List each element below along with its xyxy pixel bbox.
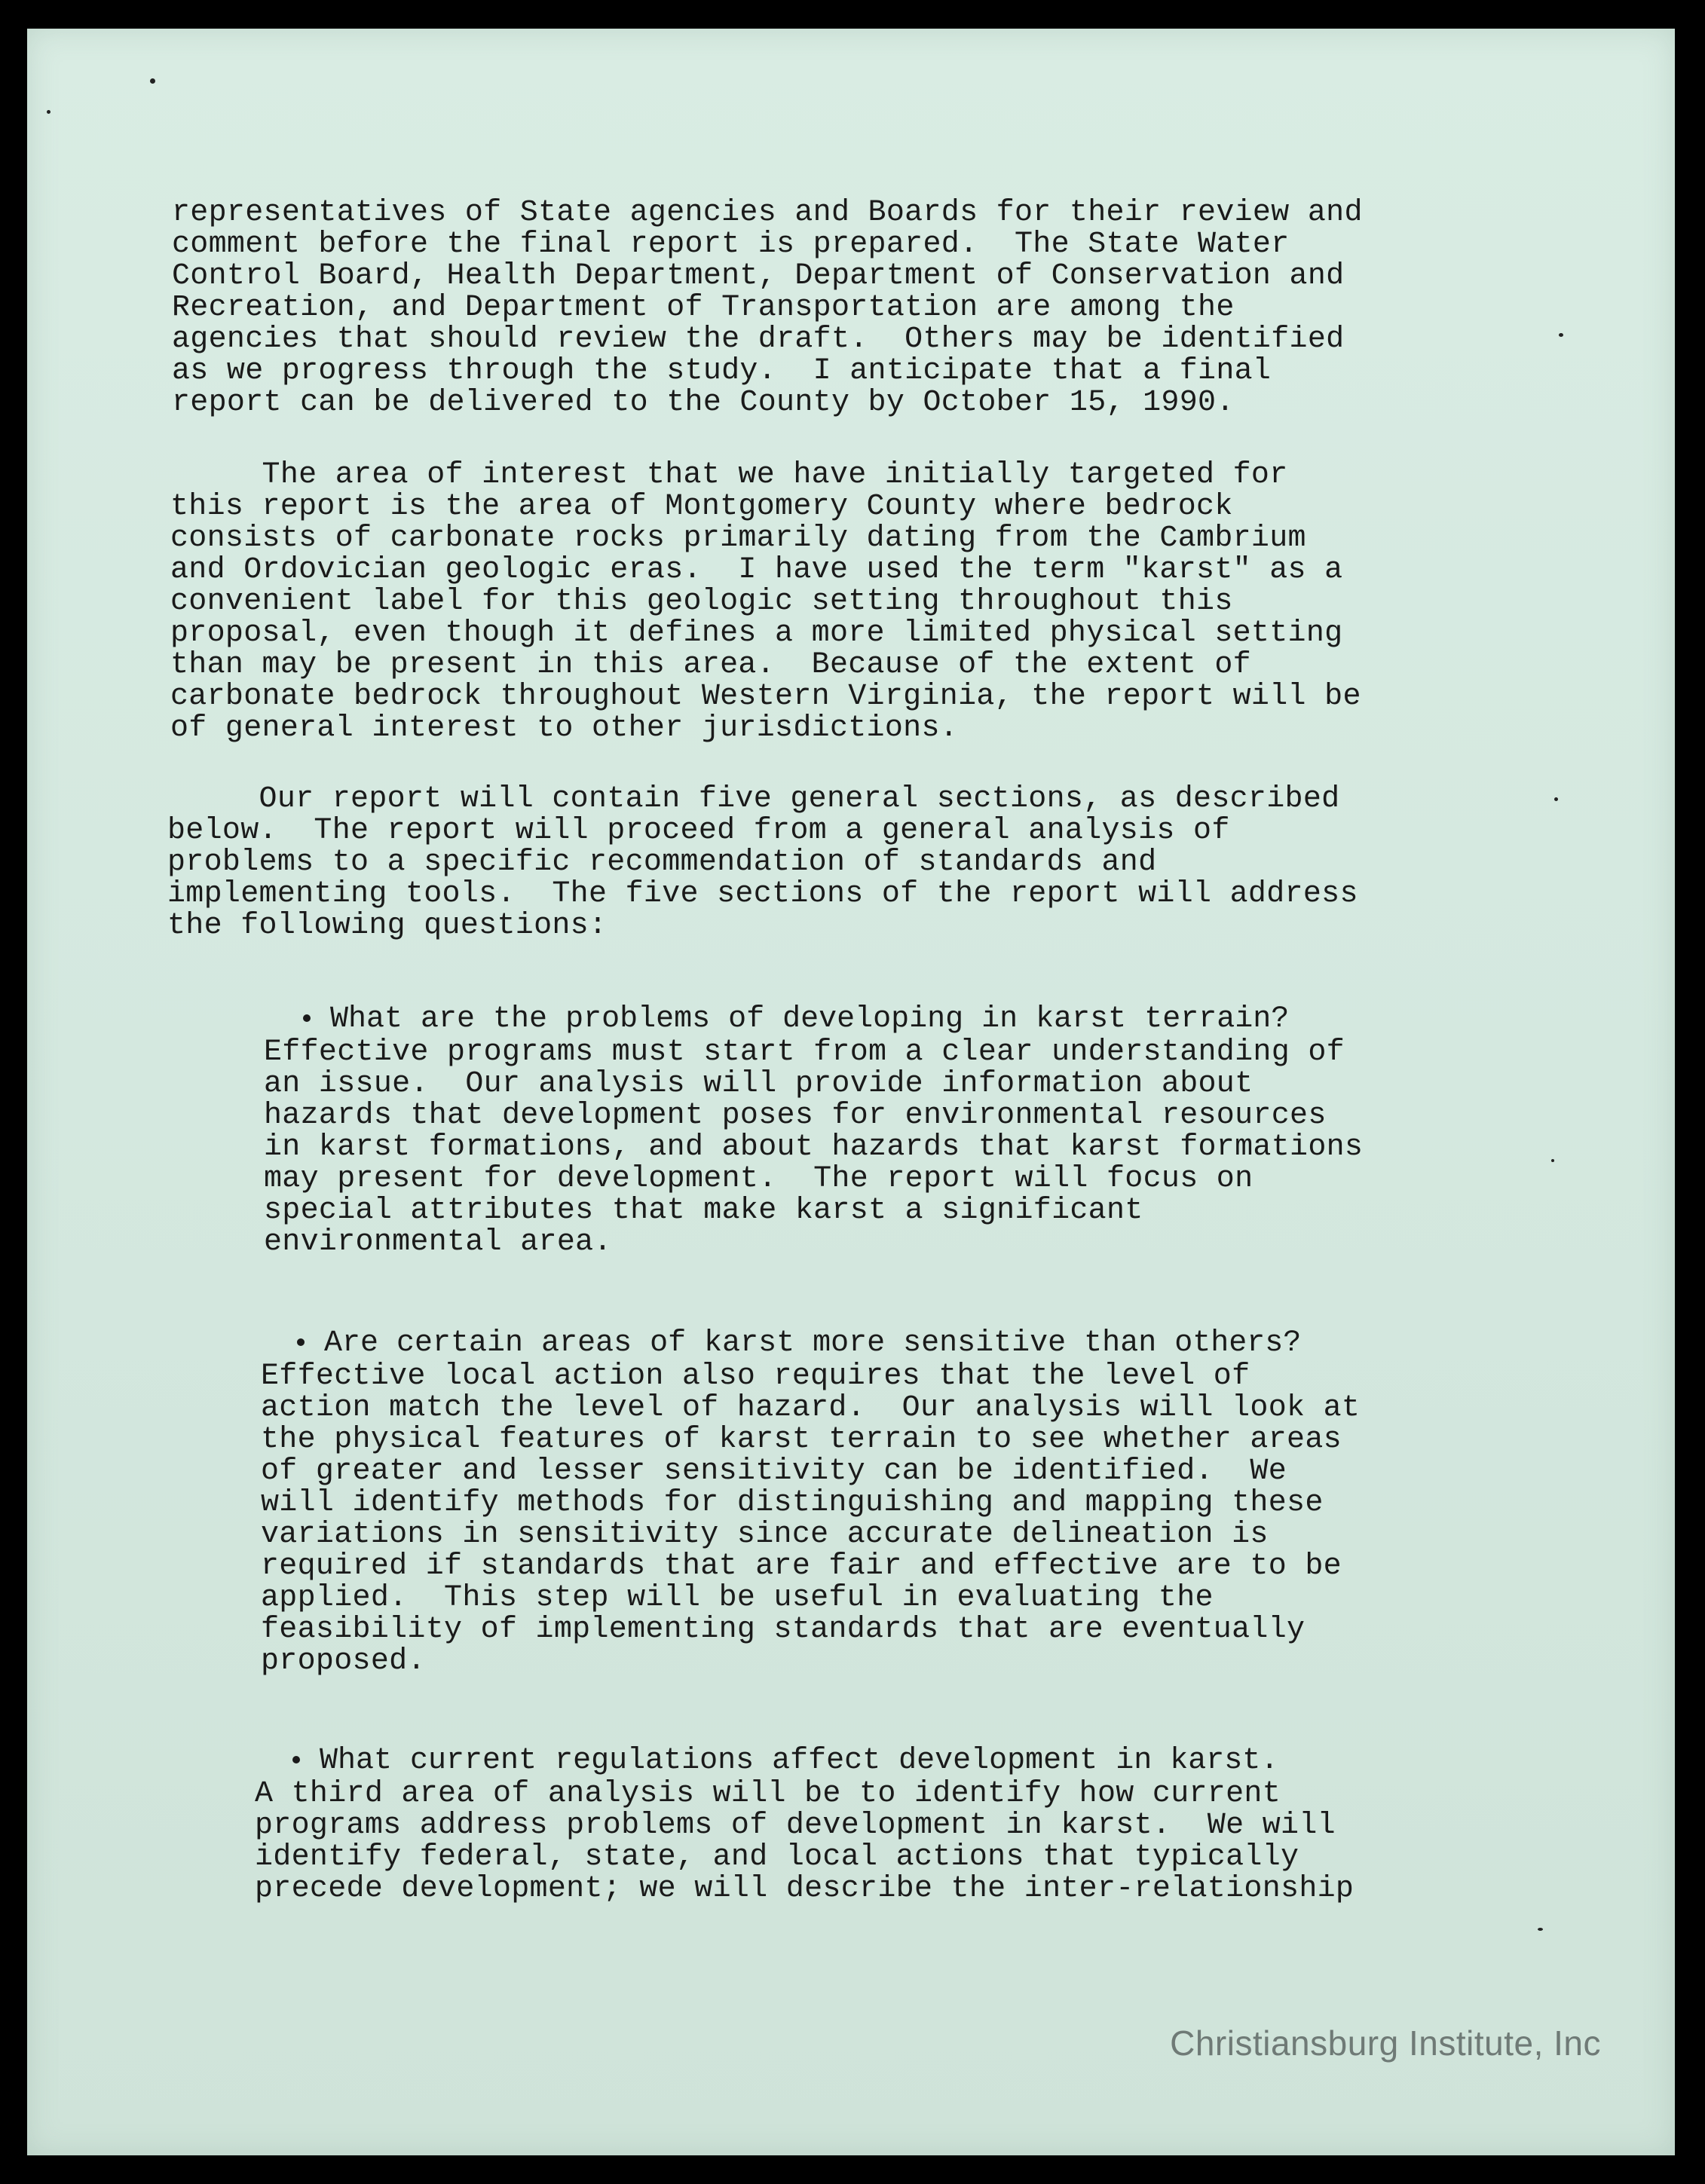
text-line: precede development; we will describe the inter-relationship (255, 1872, 1355, 1906)
text-line: an issue. Our analysis will provide information about (264, 1067, 1253, 1101)
text-line: Control Board, Health Department, Department of Conservation and (172, 259, 1345, 293)
text-line: action match the level of hazard. Our analysis will look at (261, 1391, 1361, 1425)
text-line: carbonate bedrock throughout Western Virginia, the report will be (170, 680, 1361, 714)
text-line: required if standards that are fair and effective are to be (261, 1549, 1342, 1583)
text-line: the physical features of karst terrain to see whether areas (261, 1423, 1342, 1457)
text-line: below. The report will proceed from a general analysis of (167, 814, 1230, 848)
text-line: and Ordovician geologic eras. I have used the term "karst" as a (170, 553, 1343, 587)
scan-speck (1538, 1928, 1543, 1931)
scan-speck (47, 110, 51, 114)
text-line: in karst formations, and about hazards that karst formations (264, 1130, 1364, 1164)
text-line: Our report will contain five general sections, as described (167, 782, 1340, 816)
text-line: feasibility of implementing standards that are eventually (261, 1613, 1306, 1647)
text-line: of greater and lesser sensitivity can be identified. We (261, 1454, 1287, 1488)
bullet-icon (297, 1338, 305, 1346)
scan-speck (150, 78, 155, 84)
document-page (27, 29, 1675, 2155)
text-line: representatives of State agencies and Boards for their review and (172, 196, 1363, 230)
watermark: Christiansburg Institute, Inc (1170, 2023, 1601, 2063)
text-line: this report is the area of Montgomery County where bedrock (170, 490, 1233, 524)
text-line: will identify methods for distinguishing and mapping these (261, 1486, 1324, 1520)
text-line: implementing tools. The five sections of the report will address (167, 877, 1358, 911)
text-line: consists of carbonate rocks primarily dating from the Cambrium (170, 522, 1306, 555)
bullet-icon (292, 1756, 300, 1763)
text-line: identify federal, state, and local actions that typically (255, 1840, 1299, 1874)
question-heading: What current regulations affect development in karst. (320, 1744, 1279, 1778)
bullet-icon (303, 1014, 311, 1022)
scan-speck (1551, 1159, 1554, 1162)
text-line: special attributes that make karst a significant (264, 1194, 1143, 1228)
text-line: Effective local action also requires that the level of (261, 1360, 1250, 1393)
paragraph-2 (170, 460, 1361, 745)
text-line: than may be present in this area. Because of the extent of (170, 648, 1251, 682)
text-line: environmental area. (264, 1225, 612, 1259)
question-heading: What are the problems of developing in karst terrain? (330, 1002, 1290, 1036)
text-line: The area of interest that we have initially targeted for (170, 458, 1288, 492)
text-line: proposal, even though it defines a more limited physical setting (170, 616, 1343, 650)
text-line: variations in sensitivity since accurate delineation is (261, 1518, 1269, 1552)
scan-speck (1554, 797, 1558, 801)
text-line: hazards that development poses for environmental resources (264, 1099, 1327, 1133)
text-line: as we progress through the study. I anticipate that a final (172, 354, 1272, 388)
question-1-body (264, 1037, 1363, 1259)
text-line: A third area of analysis will be to identify how current (255, 1777, 1281, 1811)
text-line: Recreation, and Department of Transportation are among the (172, 291, 1235, 325)
text-line: of general interest to other jurisdictions. (170, 711, 959, 745)
text-line: report can be delivered to the County by October 15, 1990. (172, 386, 1235, 420)
text-line: convenient label for this geologic setting throughout this (170, 585, 1233, 619)
text-line: the following questions: (167, 909, 608, 943)
question-3-body (255, 1779, 1354, 1905)
paragraph-1 (172, 197, 1363, 419)
text-line: agencies that should review the draft. Others may be identified (172, 323, 1345, 356)
question-heading: Are certain areas of karst more sensitive than others? (324, 1326, 1302, 1360)
scan-speck (1559, 333, 1563, 337)
text-line: programs address problems of development in karst. We will (255, 1809, 1336, 1843)
text-line: Effective programs must start from a clear understanding of (264, 1035, 1345, 1069)
paragraph-3 (167, 784, 1358, 942)
text-line: applied. This step will be useful in evaluating the (261, 1581, 1214, 1615)
question-2-body (261, 1361, 1360, 1678)
text-line: may present for development. The report will focus on (264, 1162, 1253, 1196)
text-line: problems to a specific recommendation of standards and (167, 846, 1157, 879)
text-line: proposed. (261, 1644, 426, 1678)
text-line: comment before the final report is prepared. The State Water (172, 228, 1290, 262)
